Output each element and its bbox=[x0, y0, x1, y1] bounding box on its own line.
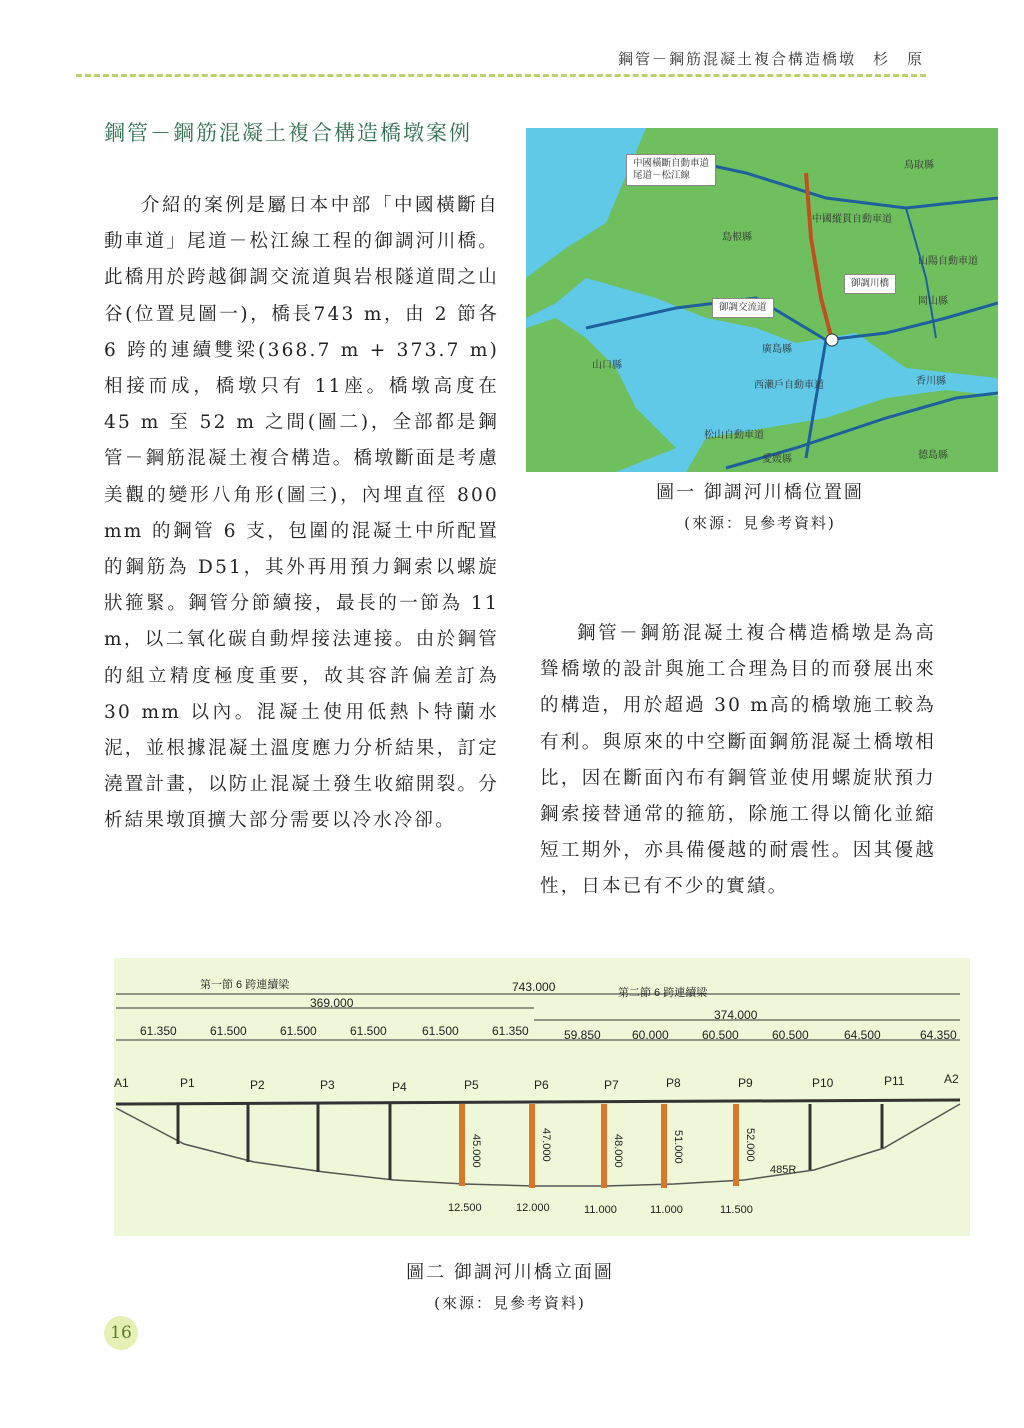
running-head: 鋼管－鋼筋混凝土複合構造橋墩 杉 原 bbox=[617, 50, 924, 68]
figure2-source: (來源：見參考資料) bbox=[434, 1294, 586, 1312]
seg1-label: 第一節 6 跨連續梁 bbox=[200, 979, 290, 991]
body-paragraph-left: 介紹的案例是屬日本中部「中國橫斷自動車道」尾道－松江線工程的御調河川橋。此橋用於跨越御調交流道與岩根隧道間之山谷(位置見圖一)，橋長743 m，由 2 節各 6 跨的連續雙梁(368.7 m + 373.7 m)相接而成，橋墩只有 11座。橋墩高度在 45 m 至 52 m 之間(圖二)，全部都是鋼管－鋼筋混凝土複合構造。橋墩斷面是考慮美觀的變形八角形(圖三)，內埋直徑 800 mm 的鋼管 6 支，包圍的混凝土中所配置的鋼筋為 D51，其外再用預力鋼索以螺旋狀箍緊。鋼管分節續接，最長的一節為 11 m，以二氧化碳自動焊接法連接。由於鋼管的組立精度極度重要，故其容許偏差訂為 30 mm 以內。混凝土使用低熱卜特蘭水泥，並根據混凝土溫度應力分析結果，訂定澆置計畫，以防止混凝土發生收縮開裂。分析結果墩頂擴大部分需要以冷水冷卻。 bbox=[104, 195, 499, 832]
pier-label-P1: P1 bbox=[180, 1076, 195, 1090]
span-10: 60.500 bbox=[772, 1028, 809, 1042]
label-hiroshima: 廣島縣 bbox=[762, 344, 792, 355]
span-6: 61.350 bbox=[492, 1024, 529, 1038]
seg1-total: 369.000 bbox=[310, 996, 354, 1010]
height-P8: 51.000 bbox=[672, 1130, 684, 1164]
figure2-caption: 圖二 御調河川橋立面圖 bbox=[406, 1262, 614, 1283]
pier-label-P8: P8 bbox=[666, 1076, 681, 1090]
header-divider bbox=[76, 74, 926, 77]
label-nishiseto: 西瀨戶自動車道 bbox=[754, 380, 824, 391]
base-P5: 12.500 bbox=[448, 1202, 482, 1214]
section-title: 鋼管－鋼筋混凝土複合構造橋墩案例 bbox=[104, 121, 472, 145]
pier-label-P3: P3 bbox=[320, 1078, 335, 1092]
span-12: 64.350 bbox=[920, 1028, 957, 1042]
height-P7: 48.000 bbox=[612, 1134, 624, 1168]
pier-label-P6: P6 bbox=[534, 1078, 549, 1092]
label-bridge: 御調川橋 bbox=[844, 274, 896, 294]
label-shimane: 島根縣 bbox=[722, 232, 752, 243]
slope-label: 485R bbox=[770, 1164, 797, 1176]
pier-label-P11: P11 bbox=[884, 1074, 905, 1088]
figure1-source: (來源：見參考資料) bbox=[684, 514, 836, 532]
span-2: 61.500 bbox=[210, 1024, 247, 1038]
bridge-marker bbox=[826, 334, 838, 346]
span-5: 61.500 bbox=[422, 1024, 459, 1038]
base-P7: 11.000 bbox=[584, 1204, 617, 1216]
height-P6: 47.000 bbox=[540, 1128, 552, 1162]
figure1-caption: 圖一 御調河川橋位置圖 bbox=[656, 482, 864, 503]
callout-route: 中國橫斷自動車道 尾道－松江線 bbox=[626, 154, 716, 186]
body-paragraph-right: 鋼管－鋼筋混凝土複合構造橋墩是為高聳橋墩的設計與施工合理為目的而發展出來的構造，用於超過 30 m高的橋墩施工較為有利。與原來的中空斷面鋼筋混凝土橋墩相比，因在斷面內布有鋼管並使用螺旋狀預力鋼索接替通常的箍筋，除施工得以簡化並縮短工期外，亦具備優越的耐震性。因其優越性，日本已有不少的實績。 bbox=[540, 623, 936, 898]
pier-label-A1: A1 bbox=[114, 1076, 129, 1090]
span-4: 61.500 bbox=[350, 1024, 387, 1038]
pier-label-A2: A2 bbox=[944, 1072, 959, 1086]
seg2-total: 374.000 bbox=[714, 1008, 758, 1022]
elevation-drawing bbox=[114, 958, 970, 1236]
deck bbox=[116, 1100, 960, 1104]
pier-label-P9: P9 bbox=[738, 1076, 753, 1090]
pier-label-P10: P10 bbox=[812, 1076, 834, 1090]
label-tottori: 鳥取縣 bbox=[904, 160, 934, 171]
label-matsuyama: 松山自動車道 bbox=[704, 430, 764, 441]
label-ehime: 愛媛縣 bbox=[762, 454, 792, 465]
label-chugoku-jukan: 中國縱貫自動車道 bbox=[812, 214, 892, 225]
base-P8: 11.000 bbox=[650, 1204, 683, 1216]
span-7: 59.850 bbox=[564, 1028, 601, 1042]
label-yamaguchi: 山口縣 bbox=[592, 360, 622, 371]
location-map bbox=[526, 128, 998, 472]
span-9: 60.500 bbox=[702, 1028, 739, 1042]
height-P9: 52.000 bbox=[744, 1128, 756, 1162]
span-8: 60.000 bbox=[632, 1028, 669, 1042]
bridge-elevation bbox=[114, 958, 970, 1236]
page-number: 16 bbox=[104, 1316, 138, 1350]
label-interchange: 御調交流道 bbox=[712, 298, 774, 318]
ground-profile bbox=[116, 1104, 960, 1186]
pier-label-P7: P7 bbox=[604, 1078, 619, 1092]
base-P9: 11.500 bbox=[720, 1204, 753, 1216]
span-3: 61.500 bbox=[280, 1024, 317, 1038]
pier-label-P5: P5 bbox=[464, 1078, 479, 1092]
span-1: 61.350 bbox=[140, 1024, 177, 1038]
label-okayama: 岡山縣 bbox=[918, 296, 948, 307]
land-kyushu-edge bbox=[526, 318, 676, 472]
pier-label-P4: P4 bbox=[392, 1080, 407, 1094]
pier-label-P2: P2 bbox=[250, 1078, 265, 1092]
label-kagawa: 香川縣 bbox=[916, 376, 946, 387]
seg2-label: 第二節 6 跨連續梁 bbox=[618, 987, 708, 999]
label-tokushima: 德島縣 bbox=[918, 450, 948, 461]
height-P5: 45.000 bbox=[470, 1134, 482, 1168]
total-length: 743.000 bbox=[512, 980, 556, 994]
label-sanyo: 山陽自動車道 bbox=[918, 256, 978, 267]
base-P6: 12.000 bbox=[516, 1202, 550, 1214]
span-11: 64.500 bbox=[844, 1028, 881, 1042]
